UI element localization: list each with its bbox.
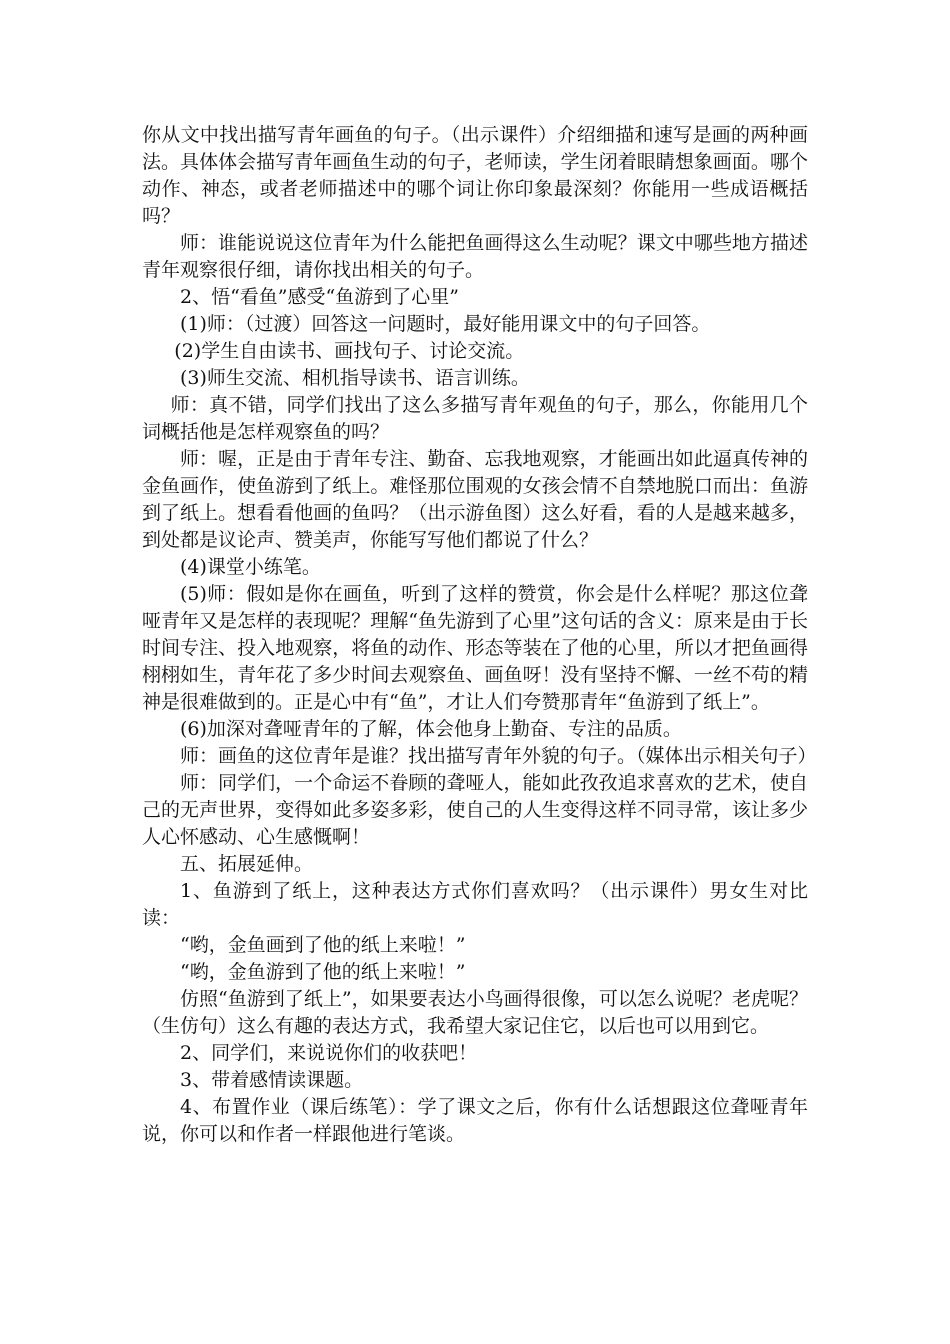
paragraph: (1)师：（过渡）回答这一问题时，最好能用课文中的句子回答。 (180, 313, 711, 335)
quote-line: “哟，金鱼画到了他的纸上来啦！” (180, 934, 466, 956)
quote-line: “哟，金鱼游到了他的纸上来啦！” (180, 961, 466, 983)
paragraph: (5)师：假如是你在画鱼，听到了这样的赞赏，你会是什么样呢？那这位聋哑青年又是怎样的表现呢？理解“鱼先游到了心里”这句话的含义：原来是由于长时间专注、投入地观察，将鱼的动作、形态等装在了他的心里，所以才把鱼画得栩栩如生，青年花了多少时间去观察鱼、画鱼呀！没有坚持不懈、一丝不苟的精神是很难做到的。正是心中有“鱼”，才让人们夸赞那青年“鱼游到了纸上”。 (142, 583, 808, 713)
paragraph: 你从文中找出描写青年画鱼的句子。（出示课件）介绍细描和速写是画的两种画法。具体体会描写青年画鱼生动的句子，老师读，学生闭着眼睛想象画面。哪个动作、神态，或者老师描述中的哪个词让你印象最深刻？你能用一些成语概括吗？ (142, 124, 808, 227)
paragraph: 师：真不错，同学们找出了这么多描写青年观鱼的句子，那么，你能用几个词概括他是怎样观察鱼的吗？ (142, 394, 808, 443)
paragraph: 仿照“鱼游到了纸上”，如果要表达小鸟画得很像，可以怎么说呢？老虎呢？（生仿句）这么有趣的表达方式，我希望大家记住它，以后也可以用到它。 (142, 988, 808, 1037)
paragraph: (2)学生自由读书、画找句子、讨论交流。 (174, 340, 525, 362)
paragraph: 师：同学们，一个命运不眷顾的聋哑人，能如此孜孜追求喜欢的艺术，使自己的无声世界，变得如此多姿多彩，使自己的人生变得这样不同寻常，该让多少人心怀感动、心生感慨啊！ (142, 772, 808, 848)
paragraph: (3)师生交流、相机指导读书、语言训练。 (180, 367, 530, 389)
paragraph: 师：喔，正是由于青年专注、勤奋、忘我地观察，才能画出如此逼真传神的金鱼画作，使鱼游到了纸上。难怪那位围观的女孩会情不自禁地脱口而出：鱼游到了纸上。想看看他画的鱼吗？（出示游鱼图）这么好看，看的人是越来越多，到处都是议论声、赞美声，你能写写他们都说了什么？ (142, 448, 808, 551)
paragraph: 师：谁能说说这位青年为什么能把鱼画得这么生动呢？课文中哪些地方描述青年观察很仔细，请你找出相关的句子。 (142, 232, 808, 281)
paragraph: 1、鱼游到了纸上，这种表达方式你们喜欢吗？（出示课件）男女生对比读： (142, 880, 808, 929)
paragraph: 2、同学们，来说说你们的收获吧！ (180, 1042, 478, 1064)
paragraph: 3、带着感情读课题。 (180, 1069, 364, 1091)
document-page (142, 122, 817, 1148)
paragraph: 师：画鱼的这位青年是谁？找出描写青年外貌的句子。（媒体出示相关句子） (180, 745, 817, 767)
section-heading: 五、拓展延伸。 (180, 853, 314, 875)
paragraph: 4、布置作业（课后练笔）：学了课文之后，你有什么话想跟这位聋哑青年说，你可以和作者一样跟他进行笔谈。 (142, 1096, 808, 1145)
paragraph: (6)加深对聋哑青年的了解，体会他身上勤奋、专注的品质。 (180, 718, 682, 740)
paragraph: 2、悟“看鱼”感受“鱼游到了心里” (180, 286, 459, 308)
paragraph: (4)课堂小练笔。 (180, 556, 321, 578)
